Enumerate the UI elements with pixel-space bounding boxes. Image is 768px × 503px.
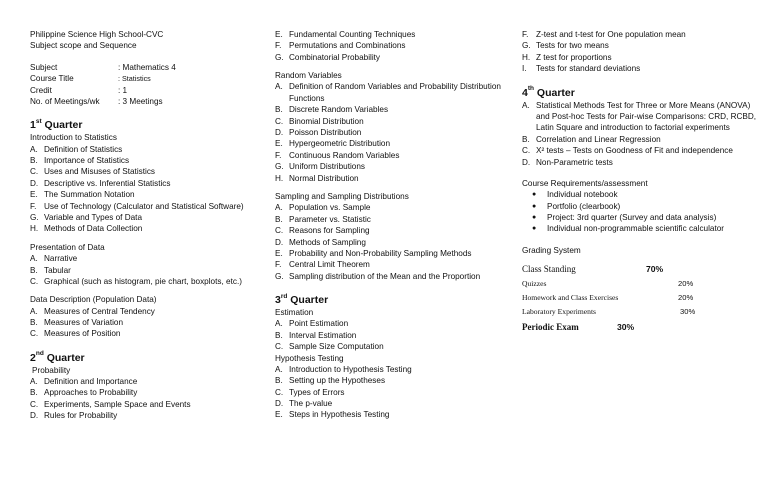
list-item [30, 201, 265, 212]
list-marker: A. [30, 376, 38, 386]
list-text: Definition of Random Variables and Probability Distribution Functions [289, 82, 501, 103]
list-text: Fundamental Counting Techniques [289, 30, 416, 39]
list-marker: C. [275, 342, 284, 352]
list-item [275, 29, 515, 40]
list-item [30, 178, 265, 189]
list-marker: D. [275, 398, 284, 408]
list-text: Non-Parametric tests [536, 157, 613, 167]
topic-list [30, 253, 265, 287]
list-text: Combinatorial Probability [289, 52, 381, 62]
topic-list [30, 144, 265, 235]
quarter-heading: 3rd Quarter [275, 292, 329, 307]
list-marker: C. [275, 226, 284, 236]
list-text: Hypergeometric Distribution [289, 139, 391, 149]
list-marker: E. [275, 139, 283, 149]
list-item [30, 387, 265, 398]
list-text: Methods of Data Collection [44, 224, 143, 234]
list-text: Narrative [44, 254, 78, 264]
list-item [30, 376, 265, 387]
list-text: Population vs. Sample [289, 203, 371, 213]
list-text: Descriptive vs. Inferential Statistics [44, 178, 171, 188]
topic-list [30, 376, 265, 422]
list-item [522, 40, 762, 51]
list-text: Types of Errors [289, 387, 345, 397]
list-item [275, 364, 515, 375]
topic-heading: Random Variables [275, 71, 342, 81]
list-text: Correlation and Linear Regression [536, 134, 661, 144]
list-text: Use of Technology (Calculator and Statistical Software) [44, 201, 244, 211]
topic-heading: Sampling and Sampling Distributions [275, 192, 409, 202]
list-text: Measures of Position [44, 329, 121, 339]
list-marker: D. [30, 411, 39, 421]
list-text: Approaches to Probability [44, 388, 138, 398]
list-marker: E. [275, 30, 283, 39]
quarter-heading: 2nd Quarter [30, 350, 85, 364]
bullet-icon: ● [532, 214, 537, 222]
list-item [30, 410, 265, 421]
list-text: Binomial Distribution [289, 116, 364, 126]
list-marker: F. [275, 260, 282, 270]
topic-heading: Data Description (Population Data) [30, 295, 157, 305]
list-item [30, 328, 265, 339]
list-item [30, 223, 265, 234]
list-marker: G. [522, 41, 531, 51]
topic-list [275, 318, 515, 352]
document-subtitle: Subject scope and Sequence [30, 41, 137, 51]
list-marker: F. [30, 201, 37, 211]
requirement-item [532, 189, 762, 200]
grading-row: Laboratory Experiments 30% [522, 307, 696, 317]
list-marker: E. [30, 190, 38, 200]
list-text: Normal Distribution [289, 173, 359, 183]
topic-list [275, 29, 515, 63]
requirements-list [522, 189, 762, 235]
info-row: Credit : 1 [30, 85, 128, 95]
list-item [275, 259, 515, 270]
list-text: Experiments, Sample Space and Events [44, 399, 191, 409]
list-item [522, 63, 762, 74]
list-text: Sample Size Computation [289, 342, 384, 352]
list-marker: C. [275, 387, 284, 397]
list-marker: I. [522, 64, 527, 74]
list-item [522, 52, 762, 63]
topic-list [522, 100, 762, 168]
list-item [30, 212, 265, 223]
list-marker: A. [30, 144, 38, 154]
list-text: Introduction to Hypothesis Testing [289, 364, 412, 374]
requirements-heading: Course Requirements/assessment [522, 179, 648, 189]
list-item [275, 271, 515, 282]
list-item [30, 265, 265, 276]
quarter-heading: 4th Quarter [522, 85, 575, 99]
list-item [275, 127, 515, 138]
list-item [522, 134, 762, 145]
list-marker: D. [275, 128, 284, 138]
grading-table [522, 263, 762, 335]
list-text: Reasons for Sampling [289, 226, 370, 236]
topic-list [275, 81, 515, 184]
list-text: Interval Estimation [289, 330, 357, 340]
list-item [30, 399, 265, 410]
list-text: Tabular [44, 265, 71, 275]
list-marker: D. [275, 237, 284, 247]
topic-heading: Probability [32, 365, 71, 375]
grading-row: Class Standing 70% [522, 264, 664, 275]
list-item [275, 161, 515, 172]
list-item [30, 166, 265, 177]
list-text: Poisson Distribution [289, 128, 362, 138]
list-item [275, 225, 515, 236]
list-marker: F. [275, 150, 282, 160]
info-row: Course Title : Statistics [30, 74, 151, 84]
bullet-icon: ● [532, 202, 537, 210]
list-text: X² tests – Tests on Goodness of Fit and independence [536, 146, 733, 156]
list-text: Point Estimation [289, 319, 349, 329]
bullet-icon: ● [532, 225, 537, 233]
list-item [275, 116, 515, 127]
list-item [30, 253, 265, 264]
bullet-icon: ● [532, 191, 537, 199]
list-marker: A. [275, 82, 283, 92]
list-marker: H. [522, 52, 531, 62]
topic-list [30, 306, 265, 340]
list-item [522, 100, 762, 134]
list-item [522, 157, 762, 168]
topic-heading: Hypothesis Testing [275, 353, 344, 363]
list-item [275, 398, 515, 409]
list-marker: D. [522, 157, 531, 167]
requirement-text: Individual notebook [547, 190, 618, 200]
list-marker: C. [30, 399, 39, 409]
list-marker: A. [275, 203, 283, 213]
list-text: Definition of Statistics [44, 144, 123, 154]
grading-row: Periodic Exam 30% [522, 322, 635, 333]
list-item [275, 52, 515, 63]
list-item [275, 248, 515, 259]
list-text: Methods of Sampling [289, 237, 366, 247]
list-marker: B. [30, 388, 38, 398]
list-item [275, 40, 515, 51]
list-item [275, 409, 515, 420]
list-marker: B. [30, 317, 38, 327]
info-row: No. of Meetings/wk : 3 Meetings [30, 97, 163, 107]
quarter-heading: 1st Quarter [30, 117, 83, 132]
list-marker: C. [522, 146, 531, 156]
list-text: Sampling distribution of the Mean and the Proportion [289, 271, 481, 281]
list-marker: C. [30, 329, 39, 339]
list-marker: C. [275, 116, 284, 126]
list-item [275, 375, 515, 386]
requirement-item [532, 223, 762, 234]
list-text: Importance of Statistics [44, 156, 130, 166]
requirement-item [532, 212, 762, 223]
list-item [30, 306, 265, 317]
list-text: The p-value [289, 398, 333, 408]
list-marker: C. [30, 276, 39, 286]
list-marker: A. [30, 254, 38, 264]
list-text: Steps in Hypothesis Testing [289, 410, 390, 420]
school-name: Philippine Science High School-CVC [30, 30, 164, 39]
list-marker: H. [30, 224, 39, 234]
list-item [275, 202, 515, 213]
list-text: Measures of Variation [44, 317, 124, 327]
list-marker: G. [275, 162, 284, 172]
list-text: Tests for two means [536, 41, 609, 51]
list-item [275, 330, 515, 341]
list-marker: B. [30, 156, 38, 166]
list-text: Probability and Non-Probability Sampling Methods [289, 248, 472, 258]
list-marker: A. [275, 364, 283, 374]
topic-list [275, 364, 515, 421]
requirement-text: Project: 3rd quarter (Survey and data analysis) [547, 213, 717, 223]
list-marker: B. [275, 214, 283, 224]
topic-list [275, 202, 515, 282]
column-left [30, 29, 265, 422]
topic-heading: Presentation of Data [30, 242, 105, 252]
list-marker: G. [275, 52, 284, 62]
list-text: Discrete Random Variables [289, 105, 389, 115]
requirement-text: Individual non-programmable scientific calculator [547, 224, 725, 234]
list-text: Permutations and Combinations [289, 41, 406, 51]
list-item [522, 145, 762, 156]
list-text: Variable and Types of Data [44, 213, 143, 223]
list-marker: A. [275, 319, 283, 329]
topic-heading: Introduction to Statistics [30, 133, 117, 143]
list-item [275, 104, 515, 115]
list-item [275, 387, 515, 398]
list-marker: F. [275, 41, 282, 51]
list-item [275, 81, 515, 104]
list-item [30, 155, 265, 166]
list-item [275, 138, 515, 149]
list-item [30, 317, 265, 328]
list-text: Rules for Probability [44, 411, 118, 421]
list-text: Measures of Central Tendency [44, 306, 155, 316]
list-item [30, 189, 265, 200]
list-item [275, 237, 515, 248]
list-marker: B. [30, 265, 38, 275]
list-marker: E. [275, 410, 283, 420]
list-marker: B. [275, 330, 283, 340]
list-text: Continuous Random Variables [289, 150, 400, 160]
list-item [275, 173, 515, 184]
list-text: Statistical Methods Test for Three or More Means (ANOVA) and Post-hoc Tests for Pair-wise Comparisons: CRD, RCBD, Latin Square and introduction to factorial experiments [536, 100, 757, 133]
list-text: The Summation Notation [44, 190, 135, 200]
topic-list [522, 29, 762, 75]
column-middle [275, 29, 515, 421]
list-marker: E. [275, 248, 283, 258]
list-text: Graphical (such as histogram, pie chart, boxplots, etc.) [44, 276, 242, 286]
list-item [275, 214, 515, 225]
list-marker: A. [30, 306, 38, 316]
list-item [275, 318, 515, 329]
list-marker: G. [30, 213, 39, 223]
list-text: Tests for standard deviations [536, 64, 641, 74]
list-text: Uniform Distributions [289, 162, 365, 172]
list-marker: C. [30, 167, 39, 177]
info-row: Subject : Mathematics 4 [30, 62, 176, 72]
list-marker: A. [522, 100, 530, 110]
course-info [30, 62, 265, 108]
grading-row: Quizzes 20% [522, 279, 694, 289]
list-item [522, 29, 762, 40]
requirement-item [532, 201, 762, 212]
grading-row: Homework and Class Exercises 20% [522, 293, 694, 303]
list-item [30, 276, 265, 287]
list-text: Central Limit Theorem [289, 260, 370, 270]
list-text: Definition and Importance [44, 376, 138, 386]
requirement-text: Portfolio (clearbook) [547, 201, 621, 211]
list-text: Setting up the Hypotheses [289, 376, 386, 386]
list-text: Z-test and t-test for One population mean [536, 30, 686, 39]
list-text: Parameter vs. Statistic [289, 214, 371, 224]
list-item [275, 341, 515, 352]
grading-heading: Grading System [522, 245, 581, 255]
list-marker: B. [275, 105, 283, 115]
column-right [522, 29, 762, 335]
topic-heading: Estimation [275, 308, 314, 318]
list-marker: B. [522, 134, 530, 144]
list-item [275, 150, 515, 161]
list-item [30, 144, 265, 155]
list-marker: G. [275, 271, 284, 281]
list-marker: B. [275, 376, 283, 386]
list-marker: F. [522, 30, 529, 39]
list-marker: D. [30, 178, 39, 188]
list-text: Uses and Misuses of Statistics [44, 167, 156, 177]
list-text: Z test for proportions [536, 52, 612, 62]
list-marker: H. [275, 173, 284, 183]
